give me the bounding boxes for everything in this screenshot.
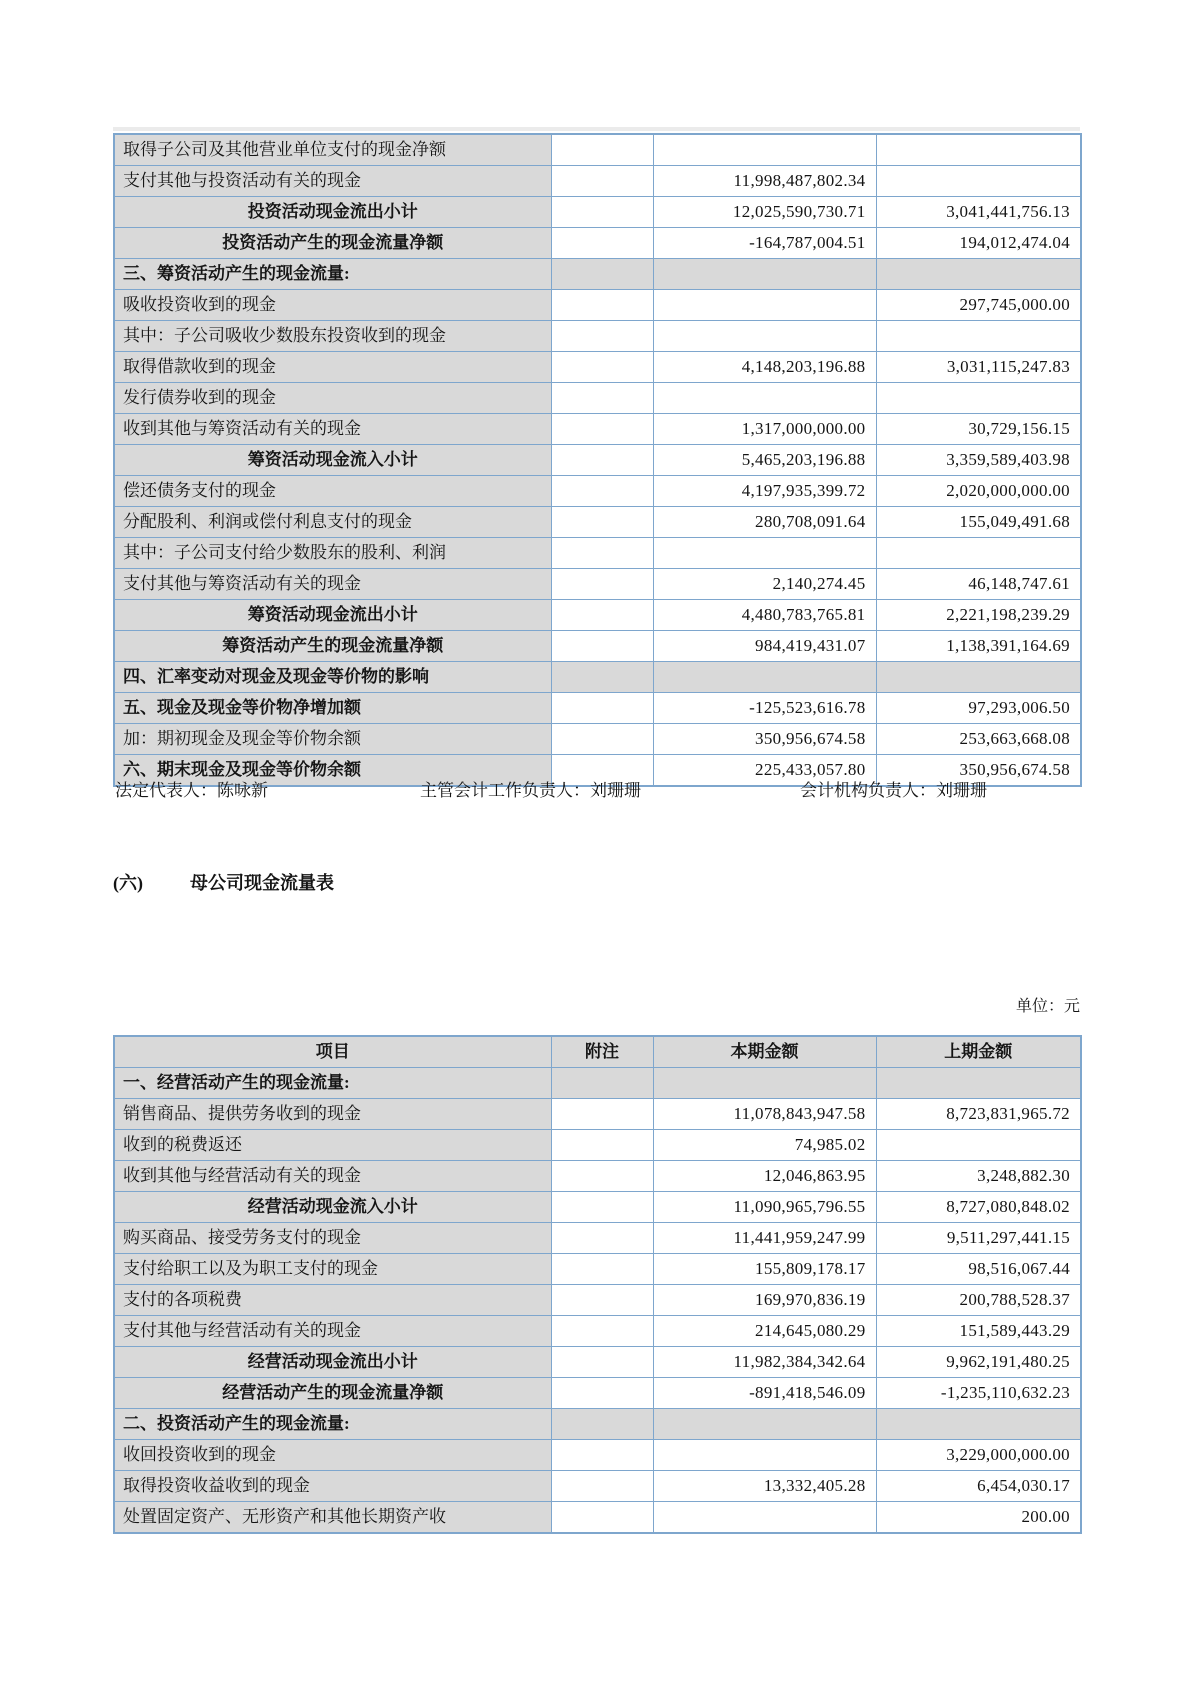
table-header-row [114,1036,1081,1068]
section-number: (六) [113,873,143,893]
current-amount-cell: 1,317,000,000.00 [653,414,876,445]
prior-amount-cell: 98,516,067.44 [876,1254,1081,1285]
prior-amount-cell: 2,221,198,239.29 [876,600,1081,631]
item-label-cell: 加：期初现金及现金等价物余额 [114,724,551,755]
item-label-cell: 四、汇率变动对现金及现金等价物的影响 [114,662,551,693]
item-label-cell: 分配股利、利润或偿付利息支付的现金 [114,507,551,538]
current-amount-cell: 225,433,057.80 [653,755,876,787]
note-cell [551,569,653,600]
table-row [114,476,1081,507]
item-label-cell: 购买商品、接受劳务支付的现金 [114,1223,551,1254]
parent-company-cashflow-table [113,1035,1082,1534]
note-cell [551,693,653,724]
item-label-cell: 收到其他与筹资活动有关的现金 [114,414,551,445]
current-amount-cell: 12,046,863.95 [653,1161,876,1192]
item-label-cell: 取得子公司及其他营业单位支付的现金净额 [114,134,551,166]
current-amount-cell: -164,787,004.51 [653,228,876,259]
note-cell [551,383,653,414]
prior-amount-cell: 2,020,000,000.00 [876,476,1081,507]
consolidated-cashflow-table-continued [113,133,1082,787]
note-cell [551,197,653,228]
note-cell [551,1409,653,1440]
section-title: 母公司现金流量表 [190,873,334,893]
note-cell [551,631,653,662]
note-cell [551,1285,653,1316]
consolidated-cashflow-table-body [114,134,1081,786]
current-amount-cell [653,134,876,166]
current-amount-cell: 11,982,384,342.64 [653,1347,876,1378]
prior-amount-cell [876,321,1081,352]
prior-amount-cell: 3,359,589,403.98 [876,445,1081,476]
accounting-department-head-label: 会计机构负责人：刘珊珊 [800,781,987,800]
current-amount-cell: 4,480,783,765.81 [653,600,876,631]
item-label-cell: 筹资活动现金流入小计 [114,445,551,476]
item-label-cell: 发行债券收到的现金 [114,383,551,414]
note-cell [551,1471,653,1502]
item-label-cell: 一、经营活动产生的现金流量: [114,1068,551,1099]
header-current-amount: 本期金额 [653,1036,876,1068]
item-label-cell: 六、期末现金及现金等价物余额 [114,755,551,787]
item-label-cell: 二、投资活动产生的现金流量: [114,1409,551,1440]
prior-amount-cell: 155,049,491.68 [876,507,1081,538]
note-cell [551,1099,653,1130]
current-amount-cell: 12,025,590,730.71 [653,197,876,228]
current-amount-cell [653,259,876,290]
current-amount-cell [653,1068,876,1099]
table-row [114,1316,1081,1347]
note-cell [551,445,653,476]
note-cell [551,476,653,507]
item-label-cell: 支付的各项税费 [114,1285,551,1316]
note-cell [551,600,653,631]
item-label-cell: 偿还债务支付的现金 [114,476,551,507]
signature-row [115,776,1080,802]
prior-amount-cell: 6,454,030.17 [876,1471,1081,1502]
table-row [114,1099,1081,1130]
note-cell [551,1068,653,1099]
table-row [114,600,1081,631]
table-row [114,197,1081,228]
section-heading [113,869,334,895]
item-label-cell: 投资活动产生的现金流量净额 [114,228,551,259]
item-label-cell: 筹资活动产生的现金流量净额 [114,631,551,662]
current-amount-cell: 214,645,080.29 [653,1316,876,1347]
note-cell [551,1223,653,1254]
item-label-cell: 其中：子公司吸收少数股东投资收到的现金 [114,321,551,352]
page-cut-artifact [113,127,1080,131]
note-cell [551,414,653,445]
legal-representative-label: 法定代表人：陈咏新 [115,781,268,800]
table-row [114,259,1081,290]
note-cell [551,1502,653,1534]
item-label-cell: 支付给职工以及为职工支付的现金 [114,1254,551,1285]
table-row [114,1347,1081,1378]
prior-amount-cell: 350,956,674.58 [876,755,1081,787]
current-amount-cell [653,538,876,569]
prior-amount-cell: 3,229,000,000.00 [876,1440,1081,1471]
prior-amount-cell: -1,235,110,632.23 [876,1378,1081,1409]
current-amount-cell [653,290,876,321]
note-cell [551,259,653,290]
item-label-cell: 经营活动现金流入小计 [114,1192,551,1223]
item-label-cell: 收回投资收到的现金 [114,1440,551,1471]
prior-amount-cell: 9,962,191,480.25 [876,1347,1081,1378]
prior-amount-cell: 1,138,391,164.69 [876,631,1081,662]
current-amount-cell: 984,419,431.07 [653,631,876,662]
prior-amount-cell: 151,589,443.29 [876,1316,1081,1347]
prior-amount-cell: 3,041,441,756.13 [876,197,1081,228]
table-row [114,724,1081,755]
table-row [114,1068,1081,1099]
table-row [114,383,1081,414]
table-row [114,1254,1081,1285]
note-cell [551,352,653,383]
current-amount-cell: 13,332,405.28 [653,1471,876,1502]
current-amount-cell [653,321,876,352]
table-row [114,414,1081,445]
prior-amount-cell: 97,293,006.50 [876,693,1081,724]
item-label-cell: 经营活动现金流出小计 [114,1347,551,1378]
note-cell [551,166,653,197]
item-label-cell: 其中：子公司支付给少数股东的股利、利润 [114,538,551,569]
prior-amount-cell: 253,663,668.08 [876,724,1081,755]
item-label-cell: 经营活动产生的现金流量净额 [114,1378,551,1409]
current-amount-cell: 169,970,836.19 [653,1285,876,1316]
note-cell [551,1316,653,1347]
current-amount-cell [653,1440,876,1471]
table-row [114,1471,1081,1502]
prior-amount-cell [876,1409,1081,1440]
table-row [114,662,1081,693]
header-prior-amount: 上期金额 [876,1036,1081,1068]
prior-amount-cell: 3,248,882.30 [876,1161,1081,1192]
prior-amount-cell [876,259,1081,290]
table-row [114,507,1081,538]
note-cell [551,724,653,755]
prior-amount-cell: 46,148,747.61 [876,569,1081,600]
table-row [114,1440,1081,1471]
current-amount-cell: 11,090,965,796.55 [653,1192,876,1223]
current-amount-cell: 11,078,843,947.58 [653,1099,876,1130]
item-label-cell: 支付其他与投资活动有关的现金 [114,166,551,197]
parent-company-cashflow-table-body [114,1068,1081,1534]
prior-amount-cell [876,1130,1081,1161]
table-row [114,166,1081,197]
table-row [114,1285,1081,1316]
current-amount-cell [653,662,876,693]
item-label-cell: 取得借款收到的现金 [114,352,551,383]
table-row [114,445,1081,476]
note-cell [551,1161,653,1192]
note-cell [551,228,653,259]
note-cell [551,538,653,569]
item-label-cell: 收到的税费返还 [114,1130,551,1161]
unit-label: 单位：元 [1015,998,1080,1015]
prior-amount-cell: 8,727,080,848.02 [876,1192,1081,1223]
table-row [114,631,1081,662]
current-amount-cell: 4,197,935,399.72 [653,476,876,507]
current-amount-cell: 11,441,959,247.99 [653,1223,876,1254]
item-label-cell: 处置固定资产、无形资产和其他长期资产收 [114,1502,551,1534]
header-note: 附注 [551,1036,653,1068]
note-cell [551,662,653,693]
item-label-cell: 支付其他与筹资活动有关的现金 [114,569,551,600]
table-row [114,321,1081,352]
item-label-cell: 三、筹资活动产生的现金流量: [114,259,551,290]
table-row [114,538,1081,569]
prior-amount-cell: 3,031,115,247.83 [876,352,1081,383]
current-amount-cell: 74,985.02 [653,1130,876,1161]
item-label-cell: 筹资活动现金流出小计 [114,600,551,631]
note-cell [551,1130,653,1161]
prior-amount-cell: 194,012,474.04 [876,228,1081,259]
prior-amount-cell [876,1068,1081,1099]
current-amount-cell: 280,708,091.64 [653,507,876,538]
note-cell [551,1440,653,1471]
prior-amount-cell [876,134,1081,166]
current-amount-cell [653,383,876,414]
note-cell [551,134,653,166]
prior-amount-cell: 200.00 [876,1502,1081,1534]
prior-amount-cell [876,538,1081,569]
prior-amount-cell [876,166,1081,197]
chief-accounting-officer-label: 主管会计工作负责人：刘珊珊 [420,781,641,800]
header-item: 项目 [114,1036,551,1068]
current-amount-cell: -891,418,546.09 [653,1378,876,1409]
table-row [114,352,1081,383]
table-row [114,290,1081,321]
prior-amount-cell [876,662,1081,693]
item-label-cell: 取得投资收益收到的现金 [114,1471,551,1502]
note-cell [551,290,653,321]
note-cell [551,1378,653,1409]
table-row [114,1192,1081,1223]
current-amount-cell: 11,998,487,802.34 [653,166,876,197]
item-label-cell: 收到其他与经营活动有关的现金 [114,1161,551,1192]
note-cell [551,1347,653,1378]
item-label-cell: 五、现金及现金等价物净增加额 [114,693,551,724]
note-cell [551,1254,653,1285]
table-row [114,134,1081,166]
current-amount-cell: 5,465,203,196.88 [653,445,876,476]
current-amount-cell [653,1502,876,1534]
table-row [114,1409,1081,1440]
table-row [114,1223,1081,1254]
prior-amount-cell: 8,723,831,965.72 [876,1099,1081,1130]
table-row [114,1502,1081,1534]
note-cell [551,507,653,538]
prior-amount-cell [876,383,1081,414]
prior-amount-cell: 297,745,000.00 [876,290,1081,321]
note-cell [551,321,653,352]
table-row [114,1161,1081,1192]
prior-amount-cell: 9,511,297,441.15 [876,1223,1081,1254]
item-label-cell: 吸收投资收到的现金 [114,290,551,321]
table-row [114,1378,1081,1409]
item-label-cell: 销售商品、提供劳务收到的现金 [114,1099,551,1130]
note-cell [551,1192,653,1223]
current-amount-cell [653,1409,876,1440]
table-row [114,228,1081,259]
prior-amount-cell: 200,788,528.37 [876,1285,1081,1316]
current-amount-cell: 155,809,178.17 [653,1254,876,1285]
current-amount-cell: 350,956,674.58 [653,724,876,755]
table-row [114,569,1081,600]
current-amount-cell: -125,523,616.78 [653,693,876,724]
table-row [114,693,1081,724]
current-amount-cell: 2,140,274.45 [653,569,876,600]
item-label-cell: 投资活动现金流出小计 [114,197,551,228]
current-amount-cell: 4,148,203,196.88 [653,352,876,383]
item-label-cell: 支付其他与经营活动有关的现金 [114,1316,551,1347]
prior-amount-cell: 30,729,156.15 [876,414,1081,445]
table-row [114,1130,1081,1161]
